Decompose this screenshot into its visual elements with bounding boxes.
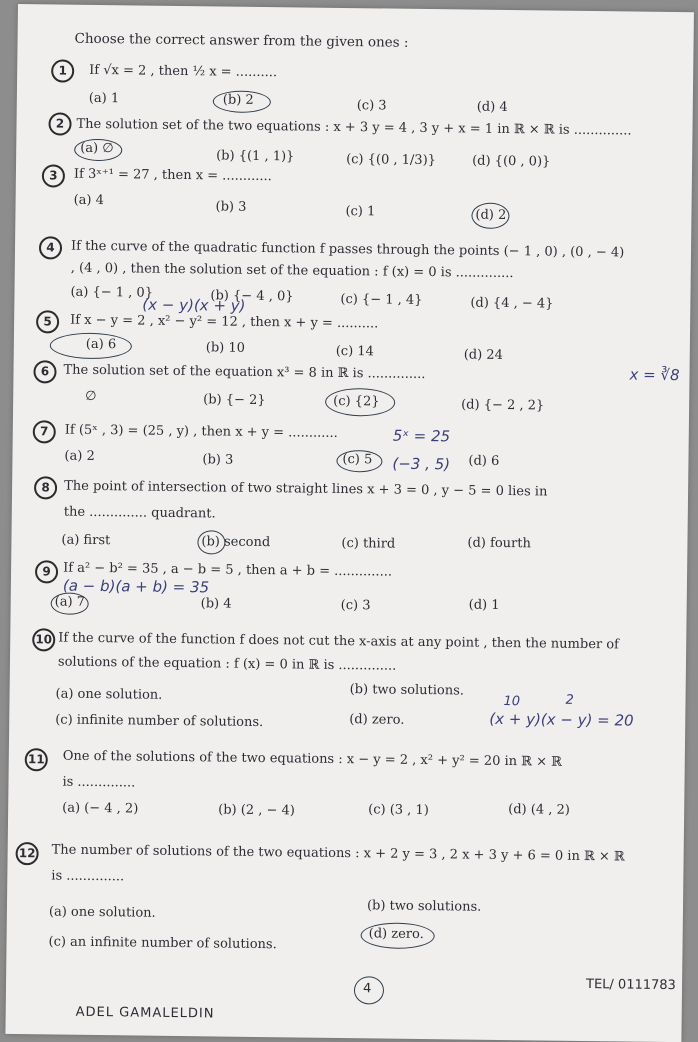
handwritten-work: (x − y)(x + y)	[142, 295, 246, 315]
option-d[interactable]: (d) {− 2 , 2}	[461, 397, 545, 414]
question-stem: If a² − b² = 35 , a − b = 5 , then a + b = ..............	[63, 560, 393, 580]
question-stem: If (5ˣ , 3) = (25 , y) , then x + y = ............	[64, 422, 338, 441]
option-d[interactable]: (d) 6	[468, 453, 500, 469]
question-number: 12	[15, 842, 38, 865]
option-d[interactable]: (d) 4	[476, 99, 508, 115]
option-d[interactable]: (d) zero.	[349, 712, 405, 728]
option-c[interactable]: (c) 5	[342, 451, 373, 468]
page-number: 4	[362, 981, 372, 997]
handwritten-work: (a − b)(a + b) = 35	[62, 576, 210, 597]
option-d[interactable]: (d) 2	[475, 207, 507, 223]
question-stem: The point of intersection of two straight lines x + 3 = 0 , y − 5 = 0 lies in	[64, 478, 548, 500]
question-stem: The number of solutions of the two equations : x + 2 y = 3 , 2 x + 3 y + 6 = 0 in ℝ × ℝ	[51, 842, 625, 865]
option-c[interactable]: (c) infinite number of solutions.	[55, 712, 264, 731]
option-b[interactable]: (b) two solutions.	[366, 898, 482, 915]
option-a[interactable]: (a) 1	[88, 90, 120, 107]
question-stem: If the curve of the function f does not cut the x-axis at any point , then the number of	[58, 630, 620, 653]
option-c[interactable]: (c) 14	[335, 343, 374, 360]
question-stem-cont: is ..............	[51, 868, 125, 885]
question-stem: The solution set of the equation x³ = 8 in ℝ is ..............	[63, 362, 426, 383]
option-d[interactable]: (d) {4 , − 4}	[470, 295, 554, 312]
option-c[interactable]: (c) 3	[356, 98, 387, 114]
option-b[interactable]: (b) 3	[202, 452, 234, 468]
phone-number: TEL/ 0111783	[585, 977, 676, 994]
option-b[interactable]: (b) {− 2}	[203, 392, 266, 409]
handwritten-number: 2	[565, 692, 574, 708]
question-number: 11	[25, 748, 48, 771]
option-a[interactable]: (a) one solution.	[55, 686, 163, 703]
handwritten-equation: 5ˣ = 25	[392, 426, 451, 446]
worksheet-page	[5, 4, 694, 1042]
option-a[interactable]: (a) 2	[64, 448, 95, 464]
option-b[interactable]: (b) (2 , − 4)	[218, 802, 295, 819]
question-number: 1	[51, 59, 74, 82]
question-stem: If √x = 2 , then ½ x = ..........	[89, 62, 278, 81]
author-name: ADEL GAMALELDIN	[75, 1004, 215, 1022]
page-title: Choose the correct answer from the given ones :	[74, 30, 409, 51]
option-b[interactable]: (b) two solutions.	[349, 682, 465, 699]
question-number: 6	[33, 360, 56, 383]
option-a[interactable]: (a) 4	[73, 192, 105, 209]
question-stem-cont: solutions of the equation : f (x) = 0 in ℝ is ..............	[57, 654, 397, 674]
question-number: 9	[35, 560, 58, 583]
question-number: 2	[48, 112, 71, 135]
option-a[interactable]: (a) {− 1 , 0}	[70, 284, 154, 301]
option-c[interactable]: (c) 3	[340, 597, 371, 614]
option-b[interactable]: (b) second	[201, 534, 271, 551]
question-stem: The solution set of the two equations : x + 3 y = 4 , 3 y + x = 1 in ℝ × ℝ is ..............	[76, 116, 632, 139]
option-a[interactable]: (a) one solution.	[48, 904, 156, 921]
handwritten-pair: (−3 , 5)	[392, 454, 451, 474]
option-b[interactable]: (b) 4	[200, 596, 232, 612]
question-stem: If x − y = 2 , x² − y² = 12 , then x + y = ..........	[70, 312, 379, 332]
option-d[interactable]: (d) fourth	[467, 535, 531, 552]
option-c[interactable]: (c) third	[341, 535, 396, 552]
option-c[interactable]: (c) 1	[345, 204, 376, 220]
option-d[interactable]: (d) 1	[468, 597, 500, 613]
question-stem: If 3ˣ⁺¹ = 27 , then x = ............	[73, 166, 272, 185]
option-d[interactable]: (d) 24	[463, 347, 503, 363]
question-stem: One of the solutions of the two equations : x − y = 2 , x² + y² = 20 in ℝ × ℝ	[62, 748, 563, 770]
question-number: 10	[32, 628, 55, 651]
question-number: 4	[39, 236, 62, 259]
question-stem-cont: , (4 , 0) , then the solution set of the equation : f (x) = 0 is ..............	[70, 260, 514, 282]
option-b[interactable]: (b) 3	[215, 199, 247, 215]
option-c[interactable]: (c) {2}	[333, 393, 380, 410]
question-stem: If the curve of the quadratic function f passes through the points (− 1 , 0) , (0 , − 4)	[70, 238, 625, 261]
question-number: 7	[33, 420, 56, 443]
option-b[interactable]: (b) 10	[205, 340, 246, 356]
question-number: 3	[42, 164, 65, 187]
option-a[interactable]: (a) 7	[54, 594, 86, 610]
question-stem-cont: the .............. quadrant.	[63, 504, 216, 522]
option-d[interactable]: (d) (4 , 2)	[508, 802, 570, 818]
option-d[interactable]: (d) {(0 , 0)}	[472, 153, 551, 170]
option-b[interactable]: (b) {(1 , 1)}	[216, 148, 295, 165]
handwritten-number: 10	[503, 693, 521, 710]
option-d[interactable]: (d) zero.	[368, 926, 424, 943]
option-a[interactable]: (a) first	[61, 532, 111, 549]
option-c[interactable]: (c) (3 , 1)	[368, 802, 429, 819]
option-c[interactable]: (c) {(0 , 1/3)}	[346, 152, 437, 169]
option-a[interactable]: (a) ∅	[80, 140, 114, 157]
handwritten-work: (x + y)(x − y) = 20	[489, 709, 634, 730]
option-a[interactable]: (a) (− 4 , 2)	[62, 800, 139, 817]
handwritten-note: x = ∛8	[629, 365, 680, 385]
question-number: 5	[36, 310, 59, 333]
option-b[interactable]: (b) 2	[222, 92, 254, 108]
option-a[interactable]: ∅	[85, 388, 97, 404]
question-number: 8	[34, 476, 57, 499]
option-c[interactable]: (c) {− 1 , 4}	[340, 291, 423, 308]
option-b[interactable]: (b) {− 4 , 0}	[210, 288, 294, 305]
option-a[interactable]: (a) 6	[85, 336, 117, 353]
question-stem-cont: is ..............	[62, 774, 136, 791]
option-c[interactable]: (c) an infinite number of solutions.	[48, 934, 277, 953]
